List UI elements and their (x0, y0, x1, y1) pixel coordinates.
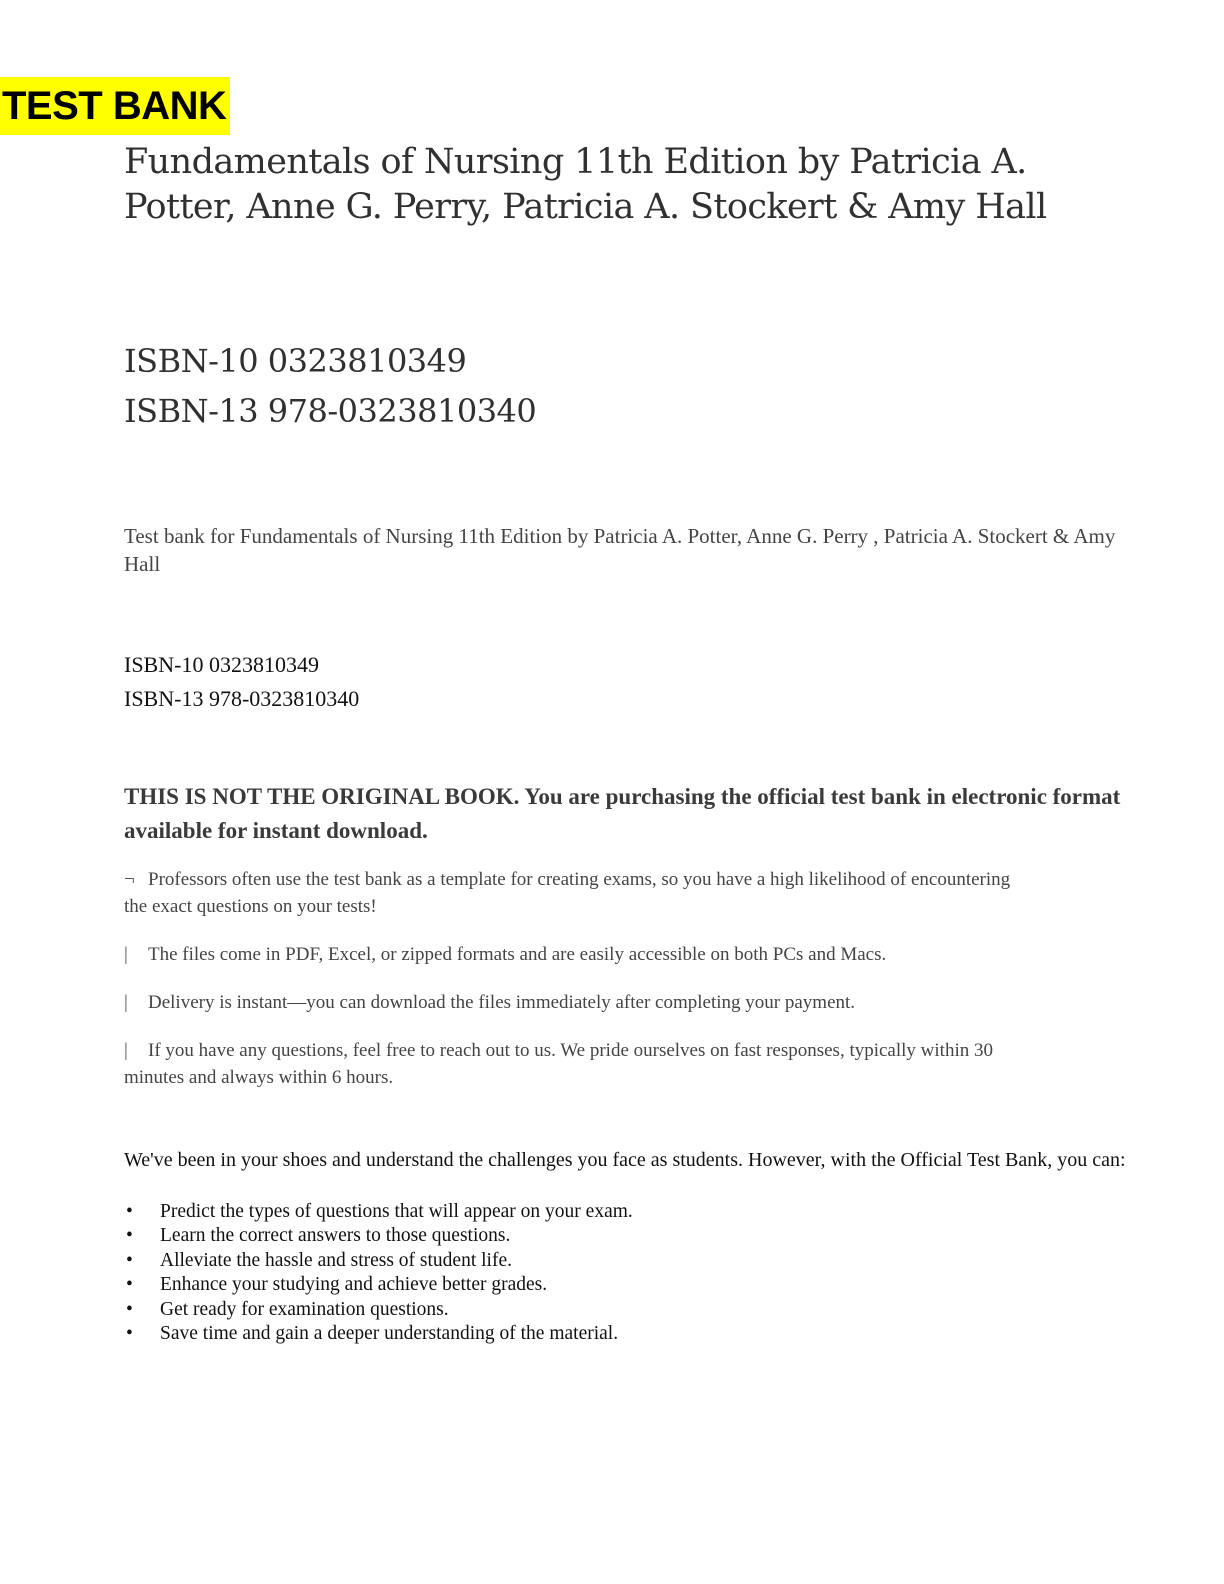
feature-mark: | (124, 1040, 128, 1061)
list-item-text: Enhance your studying and achieve better grades. (160, 1274, 548, 1296)
feature-text: If you have any questions, feel free to reach out to us. We pride ourselves on fast responses, typically within 30 minutes and always within 6 hours. (124, 1040, 993, 1088)
list-item-text: Get ready for examination questions. (160, 1298, 449, 1320)
list-item-text: Learn the correct answers to those questions. (160, 1225, 511, 1247)
isbn-block-small (124, 648, 359, 716)
isbn-block-large (124, 336, 536, 436)
bullet-icon: • (126, 1298, 133, 1320)
isbn-10-small: ISBN-10 0323810349 (124, 652, 319, 677)
bullet-icon: • (126, 1225, 133, 1247)
list-item-text: Predict the types of questions that will appear on your exam. (160, 1201, 633, 1222)
bullet-icon: • (126, 1274, 133, 1296)
bullet-icon: • (126, 1323, 133, 1345)
test-bank-banner: TEST BANK (0, 77, 230, 135)
feature-text: The files come in PDF, Excel, or zipped formats and are easily accessible on both PCs and Macs. (148, 944, 887, 965)
list-item (124, 1298, 633, 1322)
list-item (124, 1224, 633, 1248)
isbn-13-small: ISBN-13 978-0323810340 (124, 686, 360, 711)
list-item (124, 1273, 633, 1297)
list-item (124, 1249, 633, 1273)
not-original-notice: THIS IS NOT THE ORIGINAL BOOK. You are purchasing the official test bank in electronic format available for instant download. (124, 784, 1121, 843)
list-item-text: Alleviate the hassle and stress of student life. (160, 1249, 512, 1271)
feature-list (124, 866, 1024, 1112)
list-item-text: Save time and gain a deeper understanding of the material. (160, 1323, 619, 1345)
book-title: Fundamentals of Nursing 11th Edition by Patricia A. Potter, Anne G. Perry, Patricia A. Stockert & Amy Hall (124, 142, 1047, 227)
benefits-list (124, 1200, 633, 1346)
feature-item (124, 941, 1024, 968)
isbn-13-large: ISBN-13 978-0323810340 (124, 392, 537, 430)
feature-text: Professors often use the test bank as a template for creating exams, so you have a high likelihood of encountering the exact questions on your tests! (124, 869, 1011, 917)
feature-item (124, 866, 1024, 920)
list-item (124, 1200, 633, 1224)
feature-mark: | (124, 992, 128, 1013)
feature-item (124, 989, 1024, 1016)
isbn-10-large: ISBN-10 0323810349 (124, 342, 467, 380)
book-description: Test bank for Fundamentals of Nursing 11th Edition by Patricia A. Potter, Anne G. Perry , Patricia A. Stockert & Amy Hall (124, 524, 1116, 576)
feature-mark: | (124, 944, 128, 965)
feature-item (124, 1037, 1024, 1091)
list-item (124, 1322, 633, 1346)
feature-text: Delivery is instant—you can download the files immediately after completing your payment. (148, 992, 856, 1013)
benefits-intro: We've been in your shoes and understand the challenges you face as students. However, with the Official Test Bank, you can: (124, 1149, 1126, 1171)
bullet-icon: • (126, 1201, 133, 1222)
feature-mark: ¬ (124, 869, 135, 890)
bullet-icon: • (126, 1249, 133, 1271)
